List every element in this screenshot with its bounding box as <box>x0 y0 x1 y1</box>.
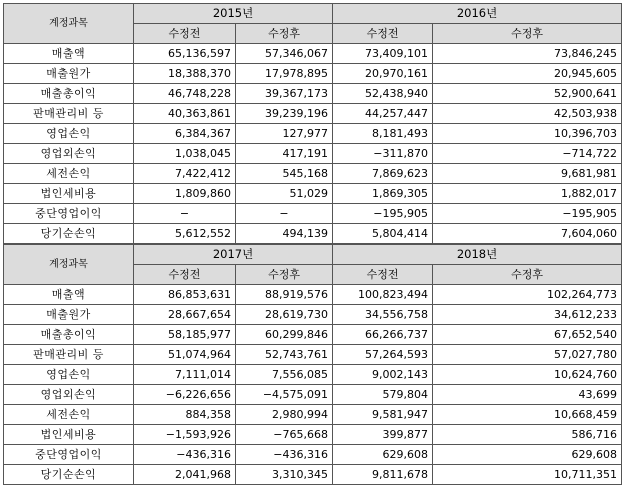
value-cell: 67,652,540 <box>433 325 622 345</box>
value-cell: 73,846,245 <box>433 44 622 64</box>
value-cell: −4,575,091 <box>236 385 333 405</box>
value-cell: 10,624,760 <box>433 365 622 385</box>
value-cell: 66,266,737 <box>333 325 433 345</box>
header-row <box>4 244 622 265</box>
year-header: 2015년 <box>134 4 333 24</box>
value-cell: 5,612,552 <box>134 224 236 245</box>
value-cell: − <box>236 204 333 224</box>
value-cell: 52,900,641 <box>433 84 622 104</box>
account-label: 매출원가 <box>4 64 134 84</box>
account-label: 매출액 <box>4 285 134 305</box>
value-cell: 51,029 <box>236 184 333 204</box>
value-cell: 51,074,964 <box>134 345 236 365</box>
value-cell: 86,853,631 <box>134 285 236 305</box>
year-header: 2017년 <box>134 244 333 265</box>
value-cell: −714,722 <box>433 144 622 164</box>
value-cell: 3,310,345 <box>236 465 333 485</box>
after-revision-header: 수정후 <box>236 24 333 44</box>
value-cell: 7,111,014 <box>134 365 236 385</box>
table-row <box>4 84 622 104</box>
value-cell: −765,668 <box>236 425 333 445</box>
value-cell: 2,041,968 <box>134 465 236 485</box>
account-label: 중단영업이익 <box>4 445 134 465</box>
value-cell: −195,905 <box>333 204 433 224</box>
value-cell: 9,002,143 <box>333 365 433 385</box>
value-cell: 629,608 <box>333 445 433 465</box>
account-label: 판매관리비 등 <box>4 104 134 124</box>
table-row <box>4 445 622 465</box>
value-cell: 40,363,861 <box>134 104 236 124</box>
table-block <box>4 244 622 485</box>
value-cell: −436,316 <box>236 445 333 465</box>
financial-table <box>3 3 622 485</box>
value-cell: 18,388,370 <box>134 64 236 84</box>
after-revision-header: 수정후 <box>433 265 622 285</box>
account-label: 법인세비용 <box>4 425 134 445</box>
account-column-header: 계정과목 <box>4 244 134 285</box>
value-cell: 46,748,228 <box>134 84 236 104</box>
value-cell: 9,581,947 <box>333 405 433 425</box>
table-block <box>4 4 622 245</box>
value-cell: 39,239,196 <box>236 104 333 124</box>
account-label: 당기순손익 <box>4 224 134 245</box>
account-label: 영업외손익 <box>4 385 134 405</box>
value-cell: 88,919,576 <box>236 285 333 305</box>
year-header: 2016년 <box>333 4 622 24</box>
value-cell: 43,699 <box>433 385 622 405</box>
value-cell: 34,556,758 <box>333 305 433 325</box>
value-cell: −311,870 <box>333 144 433 164</box>
account-label: 매출액 <box>4 44 134 64</box>
value-cell: 8,181,493 <box>333 124 433 144</box>
value-cell: 10,711,351 <box>433 465 622 485</box>
value-cell: 57,264,593 <box>333 345 433 365</box>
table-row <box>4 305 622 325</box>
value-cell: 5,804,414 <box>333 224 433 245</box>
value-cell: 100,823,494 <box>333 285 433 305</box>
table-row <box>4 345 622 365</box>
before-revision-header: 수정전 <box>134 24 236 44</box>
account-label: 당기순손익 <box>4 465 134 485</box>
before-revision-header: 수정전 <box>333 24 433 44</box>
account-label: 영업손익 <box>4 365 134 385</box>
value-cell: 7,604,060 <box>433 224 622 245</box>
table-row <box>4 465 622 485</box>
value-cell: 57,346,067 <box>236 44 333 64</box>
value-cell: −6,226,656 <box>134 385 236 405</box>
value-cell: 494,139 <box>236 224 333 245</box>
table-row <box>4 365 622 385</box>
table-row <box>4 405 622 425</box>
value-cell: 34,612,233 <box>433 305 622 325</box>
value-cell: 60,299,846 <box>236 325 333 345</box>
value-cell: 57,027,780 <box>433 345 622 365</box>
value-cell: 7,422,412 <box>134 164 236 184</box>
value-cell: 6,384,367 <box>134 124 236 144</box>
value-cell: 1,038,045 <box>134 144 236 164</box>
before-revision-header: 수정전 <box>134 265 236 285</box>
value-cell: 417,191 <box>236 144 333 164</box>
account-label: 영업외손익 <box>4 144 134 164</box>
value-cell: 1,869,305 <box>333 184 433 204</box>
value-cell: 7,556,085 <box>236 365 333 385</box>
value-cell: 1,882,017 <box>433 184 622 204</box>
account-label: 영업손익 <box>4 124 134 144</box>
value-cell: 58,185,977 <box>134 325 236 345</box>
value-cell: 545,168 <box>236 164 333 184</box>
value-cell: 42,503,938 <box>433 104 622 124</box>
value-cell: −1,593,926 <box>134 425 236 445</box>
table-row <box>4 224 622 245</box>
header-row <box>4 4 622 24</box>
value-cell: 10,396,703 <box>433 124 622 144</box>
value-cell: 9,681,981 <box>433 164 622 184</box>
table-row <box>4 64 622 84</box>
value-cell: 9,811,678 <box>333 465 433 485</box>
table-row <box>4 104 622 124</box>
value-cell: 20,945,605 <box>433 64 622 84</box>
value-cell: −195,905 <box>433 204 622 224</box>
value-cell: 39,367,173 <box>236 84 333 104</box>
table-row <box>4 164 622 184</box>
value-cell: −436,316 <box>134 445 236 465</box>
account-label: 중단영업이익 <box>4 204 134 224</box>
table-row <box>4 385 622 405</box>
after-revision-header: 수정후 <box>433 24 622 44</box>
account-label: 판매관리비 등 <box>4 345 134 365</box>
account-label: 세전손익 <box>4 405 134 425</box>
table-row <box>4 144 622 164</box>
table-row <box>4 285 622 305</box>
value-cell: 73,409,101 <box>333 44 433 64</box>
value-cell: 28,619,730 <box>236 305 333 325</box>
value-cell: 399,877 <box>333 425 433 445</box>
value-cell: 52,438,940 <box>333 84 433 104</box>
value-cell: 2,980,994 <box>236 405 333 425</box>
value-cell: 579,804 <box>333 385 433 405</box>
value-cell: 52,743,761 <box>236 345 333 365</box>
account-column-header: 계정과목 <box>4 4 134 44</box>
table-row <box>4 425 622 445</box>
value-cell: 1,809,860 <box>134 184 236 204</box>
table-row <box>4 204 622 224</box>
value-cell: − <box>134 204 236 224</box>
year-header: 2018년 <box>333 244 622 265</box>
value-cell: 102,264,773 <box>433 285 622 305</box>
value-cell: 65,136,597 <box>134 44 236 64</box>
value-cell: 629,608 <box>433 445 622 465</box>
after-revision-header: 수정후 <box>236 265 333 285</box>
value-cell: 10,668,459 <box>433 405 622 425</box>
value-cell: 17,978,895 <box>236 64 333 84</box>
value-cell: 127,977 <box>236 124 333 144</box>
account-label: 매출총이익 <box>4 84 134 104</box>
value-cell: 20,970,161 <box>333 64 433 84</box>
value-cell: 28,667,654 <box>134 305 236 325</box>
account-label: 세전손익 <box>4 164 134 184</box>
table-row <box>4 124 622 144</box>
before-revision-header: 수정전 <box>333 265 433 285</box>
value-cell: 7,869,623 <box>333 164 433 184</box>
table-row <box>4 325 622 345</box>
account-label: 법인세비용 <box>4 184 134 204</box>
value-cell: 44,257,447 <box>333 104 433 124</box>
table-row <box>4 184 622 204</box>
table-row <box>4 44 622 64</box>
value-cell: 884,358 <box>134 405 236 425</box>
account-label: 매출총이익 <box>4 325 134 345</box>
account-label: 매출원가 <box>4 305 134 325</box>
value-cell: 586,716 <box>433 425 622 445</box>
